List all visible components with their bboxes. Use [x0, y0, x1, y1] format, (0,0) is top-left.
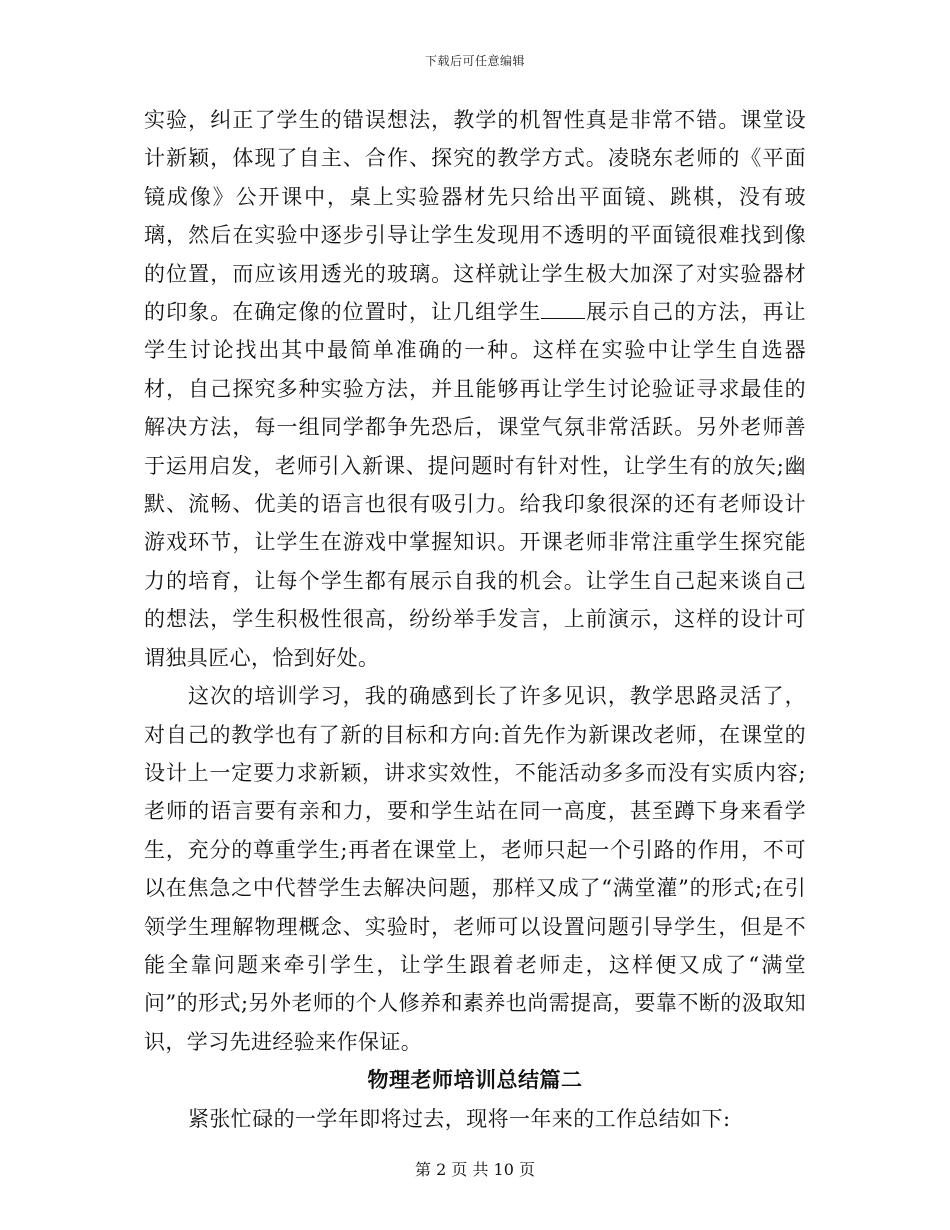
section-title: 物理老师培训总结篇二: [367, 1067, 583, 1093]
paragraph-1-text-a: 实验，纠正了学生的错误想法，教学的机智性真是非常不错。课堂设计新颖，体现了自主、合作、探究的教学方式。凌晓东老师的《平面镜成像》公开课中，桌上实验器材先只给出平面镜、跳棋，没有玻璃，然后在实验中逐步引导让学生发现用不透明的平面镜很难找到像的位置，而应该用透光的玻璃。这样就让学生极大加深了对实验器材的印象。在确定像的位置时，让几组学生: [144, 108, 806, 325]
paragraph-2: 这次的培训学习，我的确感到长了许多见识，教学思路灵活了，对自己的教学也有了新的目标和方向:首先作为新课改老师，在课堂的设计上一定要力求新颖，讲求实效性，不能活动多多而没有实质内容;老师的语言要有亲和力，要和学生站在同一高度，甚至蹲下身来看学生，充分的尊重学生;再者在课堂上，老师只起一个引路的作用，不可以在焦急之中代替学生去解决问题，那样又成了“满堂灌”的形式;在引领学生理解物理概念、实验时，老师可以设置问题引导学生，但是不能全靠问题来牵引学生，让学生跟着老师走，这样便又成了“满堂问”的形式;另外老师的个人修养和素养也尚需提高，要靠不断的汲取知识，学习先进经验来作保证。: [144, 684, 806, 1054]
page-footer: 第 2 页 共 10 页: [415, 1160, 535, 1179]
document-body: [144, 101, 806, 1138]
paragraph-3: 紧张忙碌的一学年即将过去，现将一年来的工作总结如下:: [188, 1106, 731, 1131]
page-header: 下载后可任意编辑: [424, 54, 525, 68]
paragraph-1-text-b: 展示自己的方法，再让学生讨论找出其中最简单准确的一种。这样在实验中让学生自选器材，自己探究多种实验方法，并且能够再让学生讨论验证寻求最佳的解决方法，每一组同学都争先恐后，课堂气氛非常活跃。另外老师善于运用启发，老师引入新课、提问题时有针对性，让学生有的放矢;幽默、流畅、优美的语言也很有吸引力。给我印象很深的还有老师设计游戏环节，让学生在游戏中掌握知识。开课老师非常注重学生探究能力的培育，让每个学生都有展示自我的机会。让学生自己起来谈自己的想法，学生积极性很高，纷纷举手发言，上前演示，这样的设计可谓独具匠心，恰到好处。: [144, 300, 807, 670]
paragraph-1: [144, 101, 806, 677]
fill-blank: [541, 298, 585, 319]
